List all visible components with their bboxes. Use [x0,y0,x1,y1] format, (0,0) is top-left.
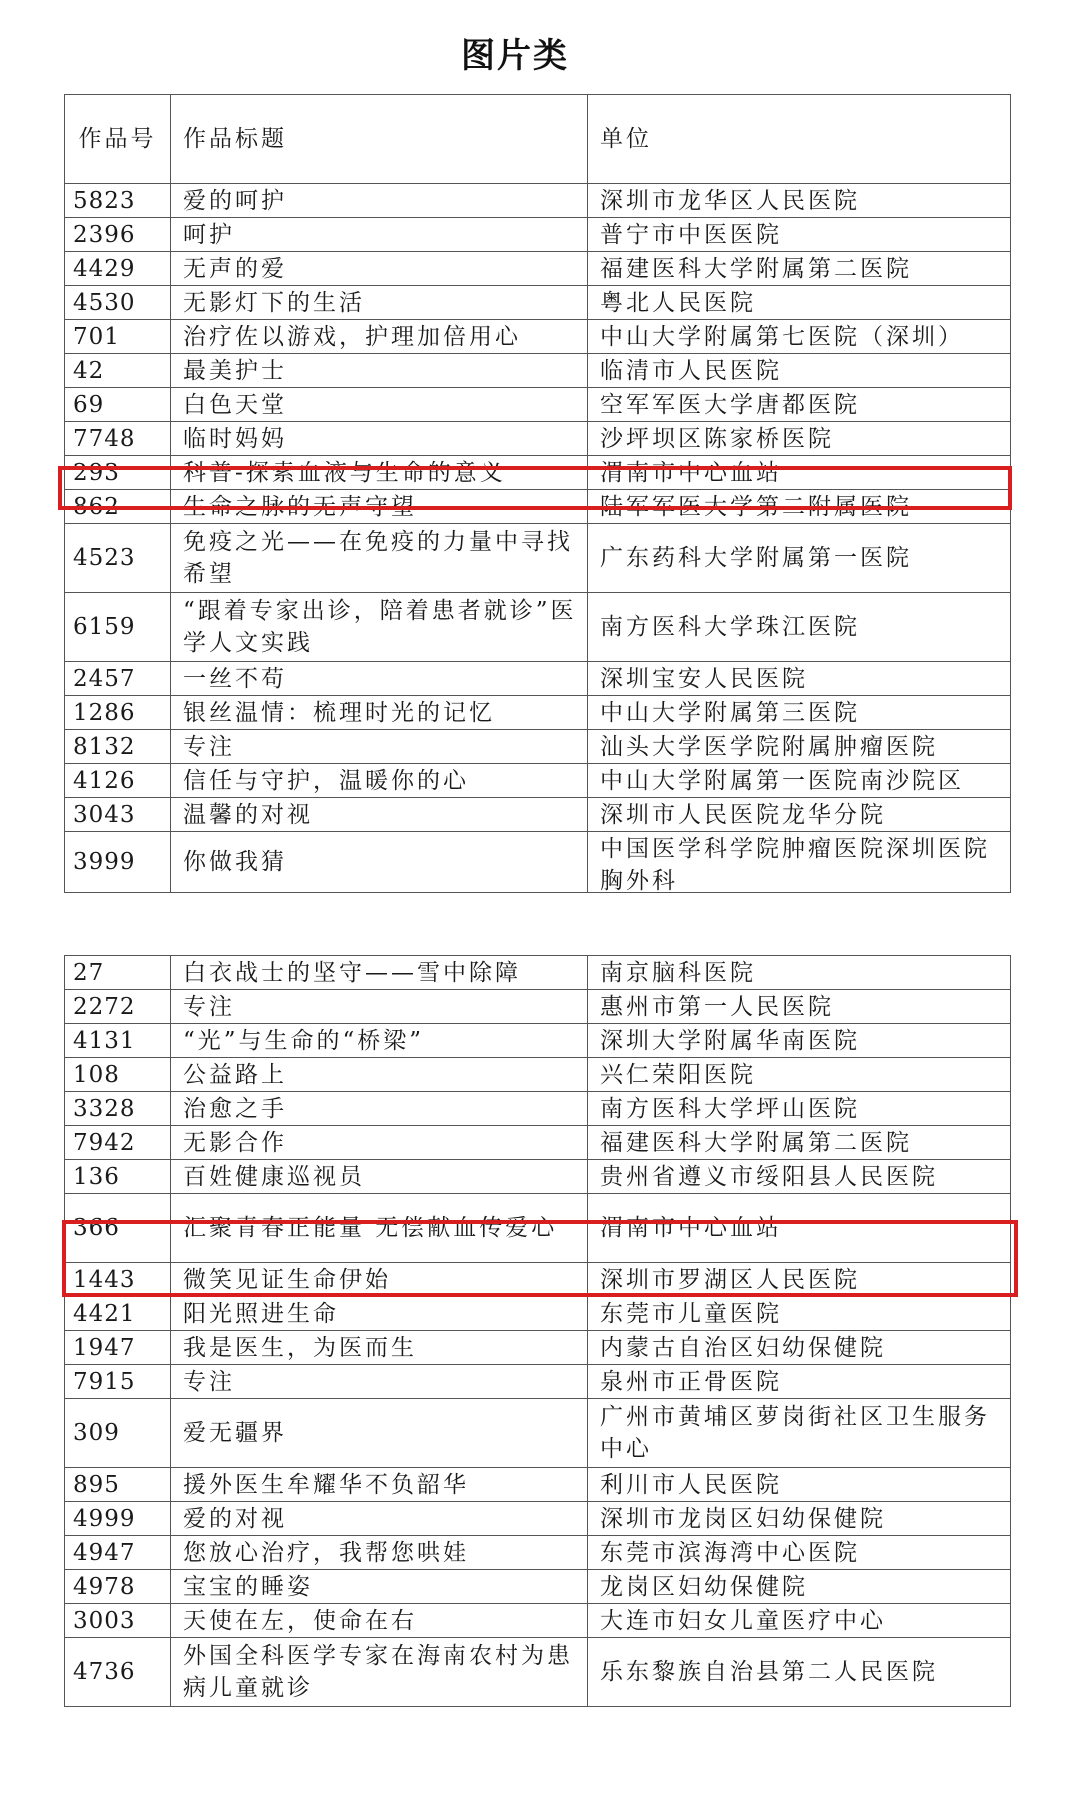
table-row [65,1126,1011,1160]
table-row [65,1468,1011,1502]
cell-title: 最美护士 [171,354,588,388]
cell-title: 爱的呵护 [171,184,588,218]
cell-num: 862 [65,490,171,524]
cell-unit: 普宁市中医医院 [588,218,1011,252]
cell-title: 治愈之手 [171,1092,588,1126]
cell-title: 专注 [171,990,588,1024]
cell-title: 治疗佐以游戏，护理加倍用心 [171,320,588,354]
header-unit: 单位 [588,95,1011,184]
cell-unit: 南方医科大学坪山医院 [588,1092,1011,1126]
cell-unit: 南京脑科医院 [588,956,1011,990]
cell-title: 无影灯下的生活 [171,286,588,320]
cell-num: 5823 [65,184,171,218]
cell-unit: 中山大学附属第七医院（深圳） [588,320,1011,354]
table-row [65,1092,1011,1126]
cell-title: 爱的对视 [171,1502,588,1536]
cell-title: 科普-探索血液与生命的意义 [171,456,588,490]
cell-unit: 深圳大学附属华南医院 [588,1024,1011,1058]
cell-num: 2272 [65,990,171,1024]
cell-unit: 中山大学附属第一医院南沙院区 [588,764,1011,798]
cell-title: 专注 [171,730,588,764]
table-header-row [65,95,1011,184]
cell-unit: 福建医科大学附属第二医院 [588,1126,1011,1160]
cell-num: 136 [65,1160,171,1194]
highlight-box-293 [58,466,1012,510]
cell-num: 7942 [65,1126,171,1160]
cell-title: 温馨的对视 [171,798,588,832]
cell-num: 1443 [65,1263,171,1297]
cell-num: 3999 [65,832,171,893]
cell-title: “跟着专家出诊，陪着患者就诊”医学人文实践 [171,593,588,662]
cell-num: 4530 [65,286,171,320]
cell-unit: 龙岗区妇幼保健院 [588,1570,1011,1604]
cell-unit: 陆军军医大学第二附属医院 [588,490,1011,524]
table-row [65,798,1011,832]
header-num: 作品号 [65,95,171,184]
cell-unit: 利川市人民医院 [588,1468,1011,1502]
cell-title: 外国全科医学专家在海南农村为患病儿童就诊 [171,1638,588,1707]
cell-title: 你做我猜 [171,832,588,893]
cell-title: 专注 [171,1365,588,1399]
cell-unit: 沙坪坝区陈家桥医院 [588,422,1011,456]
cell-unit: 乐东黎族自治县第二人民医院 [588,1638,1011,1707]
table-row [65,662,1011,696]
cell-num: 2396 [65,218,171,252]
cell-unit: 东莞市滨海湾中心医院 [588,1536,1011,1570]
cell-unit: 深圳市罗湖区人民医院 [588,1263,1011,1297]
cell-unit: 广东药科大学附属第一医院 [588,524,1011,593]
table-row [65,1024,1011,1058]
cell-unit: 泉州市正骨医院 [588,1365,1011,1399]
cell-title: 免疫之光——在免疫的力量中寻找希望 [171,524,588,593]
cell-num: 8132 [65,730,171,764]
table-row [65,593,1011,662]
cell-unit: 粤北人民医院 [588,286,1011,320]
highlight-box-366 [62,1220,1018,1297]
cell-num: 1947 [65,1331,171,1365]
cell-num: 4421 [65,1297,171,1331]
table-row [65,730,1011,764]
cell-num: 108 [65,1058,171,1092]
cell-num: 4131 [65,1024,171,1058]
cell-unit: 深圳市龙岗区妇幼保健院 [588,1502,1011,1536]
table-row [65,1160,1011,1194]
cell-unit: 渭南市中心血站 [588,456,1011,490]
cell-num: 3043 [65,798,171,832]
cell-title: 微笑见证生命伊始 [171,1263,588,1297]
table-row [65,354,1011,388]
cell-unit: 南方医科大学珠江医院 [588,593,1011,662]
cell-title: 公益路上 [171,1058,588,1092]
cell-title: 银丝温情：梳理时光的记忆 [171,696,588,730]
cell-unit: 深圳宝安人民医院 [588,662,1011,696]
cell-num: 4429 [65,252,171,286]
cell-unit: 空军军医大学唐都医院 [588,388,1011,422]
cell-num: 4978 [65,1570,171,1604]
cell-unit: 东莞市儿童医院 [588,1297,1011,1331]
cell-num: 3003 [65,1604,171,1638]
table-row [65,1502,1011,1536]
table-row [65,252,1011,286]
cell-unit: 惠州市第一人民医院 [588,990,1011,1024]
cell-unit: 临清市人民医院 [588,354,1011,388]
cell-num: 69 [65,388,171,422]
cell-num: 895 [65,1468,171,1502]
cell-num: 4999 [65,1502,171,1536]
cell-unit [588,832,1011,893]
cell-unit: 贵州省遵义市绥阳县人民医院 [588,1160,1011,1194]
cell-num: 4736 [65,1638,171,1707]
cell-title: 阳光照进生命 [171,1297,588,1331]
cell-num: 701 [65,320,171,354]
cell-title: 百姓健康巡视员 [171,1160,588,1194]
cell-num: 309 [65,1399,171,1468]
table-row [65,1536,1011,1570]
table-row [65,1365,1011,1399]
cell-title: 天使在左，使命在右 [171,1604,588,1638]
table-row [65,286,1011,320]
page-title: 图片类 [461,36,569,76]
cell-title: 我是医生，为医而生 [171,1331,588,1365]
cell-num: 2457 [65,662,171,696]
table-row [65,832,1011,893]
cell-title: 无声的爱 [171,252,588,286]
table-row [65,696,1011,730]
cell-num: 42 [65,354,171,388]
cell-title: “光”与生命的“桥梁” [171,1024,588,1058]
cell-title: 爱无疆界 [171,1399,588,1468]
table-row [65,388,1011,422]
cell-num: 1286 [65,696,171,730]
table-row [65,1058,1011,1092]
cell-unit: 深圳市人民医院龙华分院 [588,798,1011,832]
cell-num: 4947 [65,1536,171,1570]
table-row [65,1570,1011,1604]
cell-title: 生命之脉的无声守望 [171,490,588,524]
cell-num: 293 [65,456,171,490]
cell-num: 366 [65,1194,171,1263]
cell-num: 27 [65,956,171,990]
cell-title: 临时妈妈 [171,422,588,456]
cell-unit: 广州市黄埔区萝岗街社区卫生服务中心 [588,1399,1011,1468]
cell-num: 3328 [65,1092,171,1126]
cell-title: 一丝不苟 [171,662,588,696]
table-row [65,1297,1011,1331]
cell-unit-text: 中国医学科学院肿瘤医院深圳医院胸外科 [600,836,990,891]
works-table-bottom [64,955,1011,1707]
cell-num: 6159 [65,593,171,662]
cell-unit: 中山大学附属第三医院 [588,696,1011,730]
table-row [65,184,1011,218]
cell-unit: 福建医科大学附属第二医院 [588,252,1011,286]
table-row [65,764,1011,798]
cell-title: 汇聚青春正能量 无偿献血传爱心 [171,1194,588,1263]
cell-title: 无影合作 [171,1126,588,1160]
table-row [65,1331,1011,1365]
cell-unit: 内蒙古自治区妇幼保健院 [588,1331,1011,1365]
cell-title: 信任与守护，温暖你的心 [171,764,588,798]
cell-title: 您放心治疗，我帮您哄娃 [171,1536,588,1570]
cell-num: 7915 [65,1365,171,1399]
table-row [65,422,1011,456]
cell-title: 呵护 [171,218,588,252]
cell-unit: 渭南市中心血站 [588,1194,1011,1263]
cell-title: 白衣战士的坚守——雪中除障 [171,956,588,990]
table-row [65,990,1011,1024]
cell-unit: 汕头大学医学院附属肿瘤医院 [588,730,1011,764]
table-row [65,1604,1011,1638]
table-row [65,524,1011,593]
cell-unit: 兴仁荣阳医院 [588,1058,1011,1092]
cell-title: 援外医生牟耀华不负韶华 [171,1468,588,1502]
header-title: 作品标题 [171,95,588,184]
cell-unit: 大连市妇女儿童医疗中心 [588,1604,1011,1638]
table-row [65,320,1011,354]
cell-title: 宝宝的睡姿 [171,1570,588,1604]
table-row [65,1399,1011,1468]
cell-num: 7748 [65,422,171,456]
cell-title: 白色天堂 [171,388,588,422]
cell-num: 4126 [65,764,171,798]
table-row [65,956,1011,990]
table-row [65,218,1011,252]
cell-unit: 深圳市龙华区人民医院 [588,184,1011,218]
table-row [65,1638,1011,1707]
cell-num: 4523 [65,524,171,593]
